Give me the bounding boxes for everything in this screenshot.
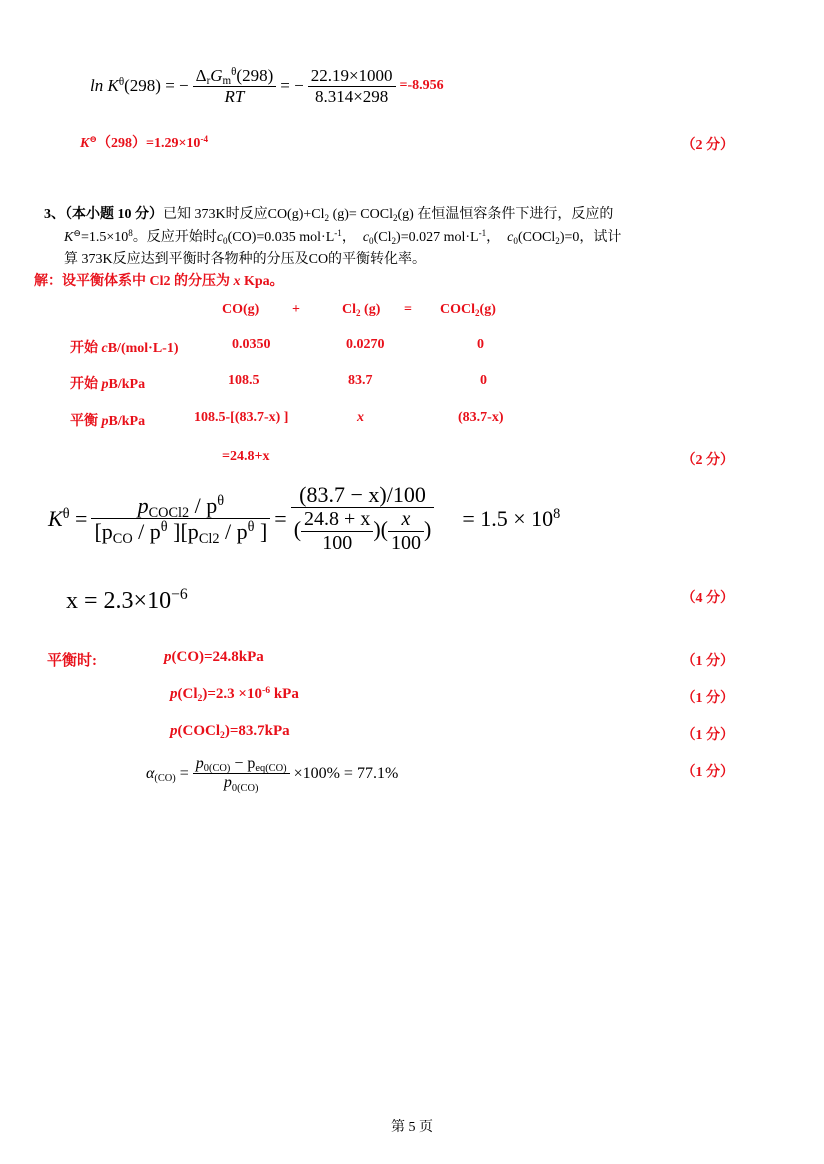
fraction-conversion: $\frac{p_{0(CO)} - p_{eq(CO)}}{p_{0(CO)}}$ [193, 755, 290, 793]
lnk-arg: (298) [124, 76, 161, 96]
equation-k-expression: $K^\theta$ = $\frac{p_{COCl2} / p^\theta}{[p_{CO} / p^\theta ][p_{Cl2} / p^\theta ]}$ = (83.7 − x)/100 ( $\frac{24.8 + x}{100}$ )( $\frac{x}{100}$ ) = $1.5 \times 10^8$ [48, 482, 561, 555]
row-start-conc-cocl2: 0 [477, 337, 484, 352]
row-start-p-cl2: 83.7 [348, 373, 373, 388]
reaction-header-eq: = [404, 302, 412, 317]
problem3-line3: 算 373K反应达到平衡时各物种的分压及CO的平衡转化率。 [64, 252, 427, 267]
fraction-numeric: $\frac{22.19\times 1000}{8.314\times 298}$ [308, 66, 396, 106]
equation-ln-k: $\ln K^\theta(298)$ = − $\frac{\Delta_rG_m^\theta(298)}{RT}$ = − $\frac{22.19\times 1000}{8.314\times 298}$ =-8.956 [90, 65, 444, 106]
fraction-k-numeric: (83.7 − x)/100 ( $\frac{24.8 + x}{100}$ )( $\frac{x}{100}$ ) [291, 482, 435, 555]
reaction-header-cocl2: COCl$_2$(g) [440, 302, 496, 318]
score-p-co: （1 分） [681, 654, 734, 669]
row-start-p-label: 开始 pB/kPa [70, 377, 146, 392]
row-eq-p-label: 平衡 pB/kPa [70, 414, 146, 429]
equilibrium-label: 平衡时: [47, 653, 97, 669]
row-eq-p-cocl2: (83.7-x) [458, 410, 504, 425]
k298-line: $K^⊖(298)=1.29\times 10^{-4}$ [80, 134, 209, 151]
row-start-conc-cl2: 0.0270 [346, 337, 385, 352]
row-eq-p-cl2: x [357, 410, 364, 425]
row-start-p-cocl2: 0 [480, 373, 487, 388]
ln-k-result: =-8.956 [399, 78, 444, 94]
solution-intro: 解：设平衡体系中 Cl2 的分压为 x Kpa。 [34, 274, 284, 289]
row-start-conc-co: 0.0350 [232, 337, 271, 352]
fraction-delta-g: $\frac{\Delta_rG_m^\theta(298)}{RT}$ [193, 66, 277, 106]
equilibrium-p-cocl2: p(COCl$_2$)=83.7kPa [170, 723, 290, 741]
reaction-header-plus: + [292, 302, 300, 317]
reaction-header-cl2: $Cl_2$ (g) [342, 302, 381, 318]
problem3-line1: 3、（本小题 10 分）已知 373K时反应$CO(g)+Cl_2$ (g)= COCl$_2$(g) 在恒温恒容条件下进行，反应的 [44, 207, 614, 223]
score-k298: （2 分） [681, 138, 734, 153]
equilibrium-p-co: p(CO)=24.8kPa [164, 649, 264, 665]
equation-conversion: $\alpha_{(CO)}$ = $\frac{p_{0(CO)} - p_{eq(CO)}}{p_{0(CO)}}$ ×100% = 77.1% [146, 755, 399, 794]
score-p-cocl2: （1 分） [681, 728, 734, 743]
score-conversion: （1 分） [681, 765, 734, 780]
row-eq-p-co-simplified: =24.8+x [222, 449, 270, 464]
problem3-line2: $K^⊖=1.5\times 10^8$。反应开始时$c_0(CO)=0.035$ $mol\cdot L^{-1}$， $c_0(Cl_2)=0.027$ $mol\cdot L^{-1}$， $c_0(COCl_2)=0$，试计 [64, 228, 622, 246]
x-result: $x = 2.3\times 10^{-6}$ [66, 586, 188, 614]
equilibrium-p-cl2: $p(Cl_2)=2.3 \times 10^{-6}$ kPa [170, 684, 299, 704]
page-number: 第 5 页 [391, 1120, 433, 1135]
reaction-header-co: CO(g) [222, 302, 260, 317]
score-x: （4 分） [681, 591, 734, 606]
row-eq-p-co: 108.5-[(83.7-x) ] [194, 410, 289, 425]
score-table: （2 分） [681, 453, 734, 468]
score-p-cl2: （1 分） [681, 691, 734, 706]
lnk-label: ln K [90, 76, 119, 96]
row-start-p-co: 108.5 [228, 373, 260, 388]
fraction-k-definition: $\frac{p_{COCl2} / p^\theta}{[p_{CO} / p^\theta ][p_{Cl2} / p^\theta ]}$ [91, 493, 270, 545]
row-start-conc-label: 开始 cB/(mol·L-1) [70, 341, 179, 356]
